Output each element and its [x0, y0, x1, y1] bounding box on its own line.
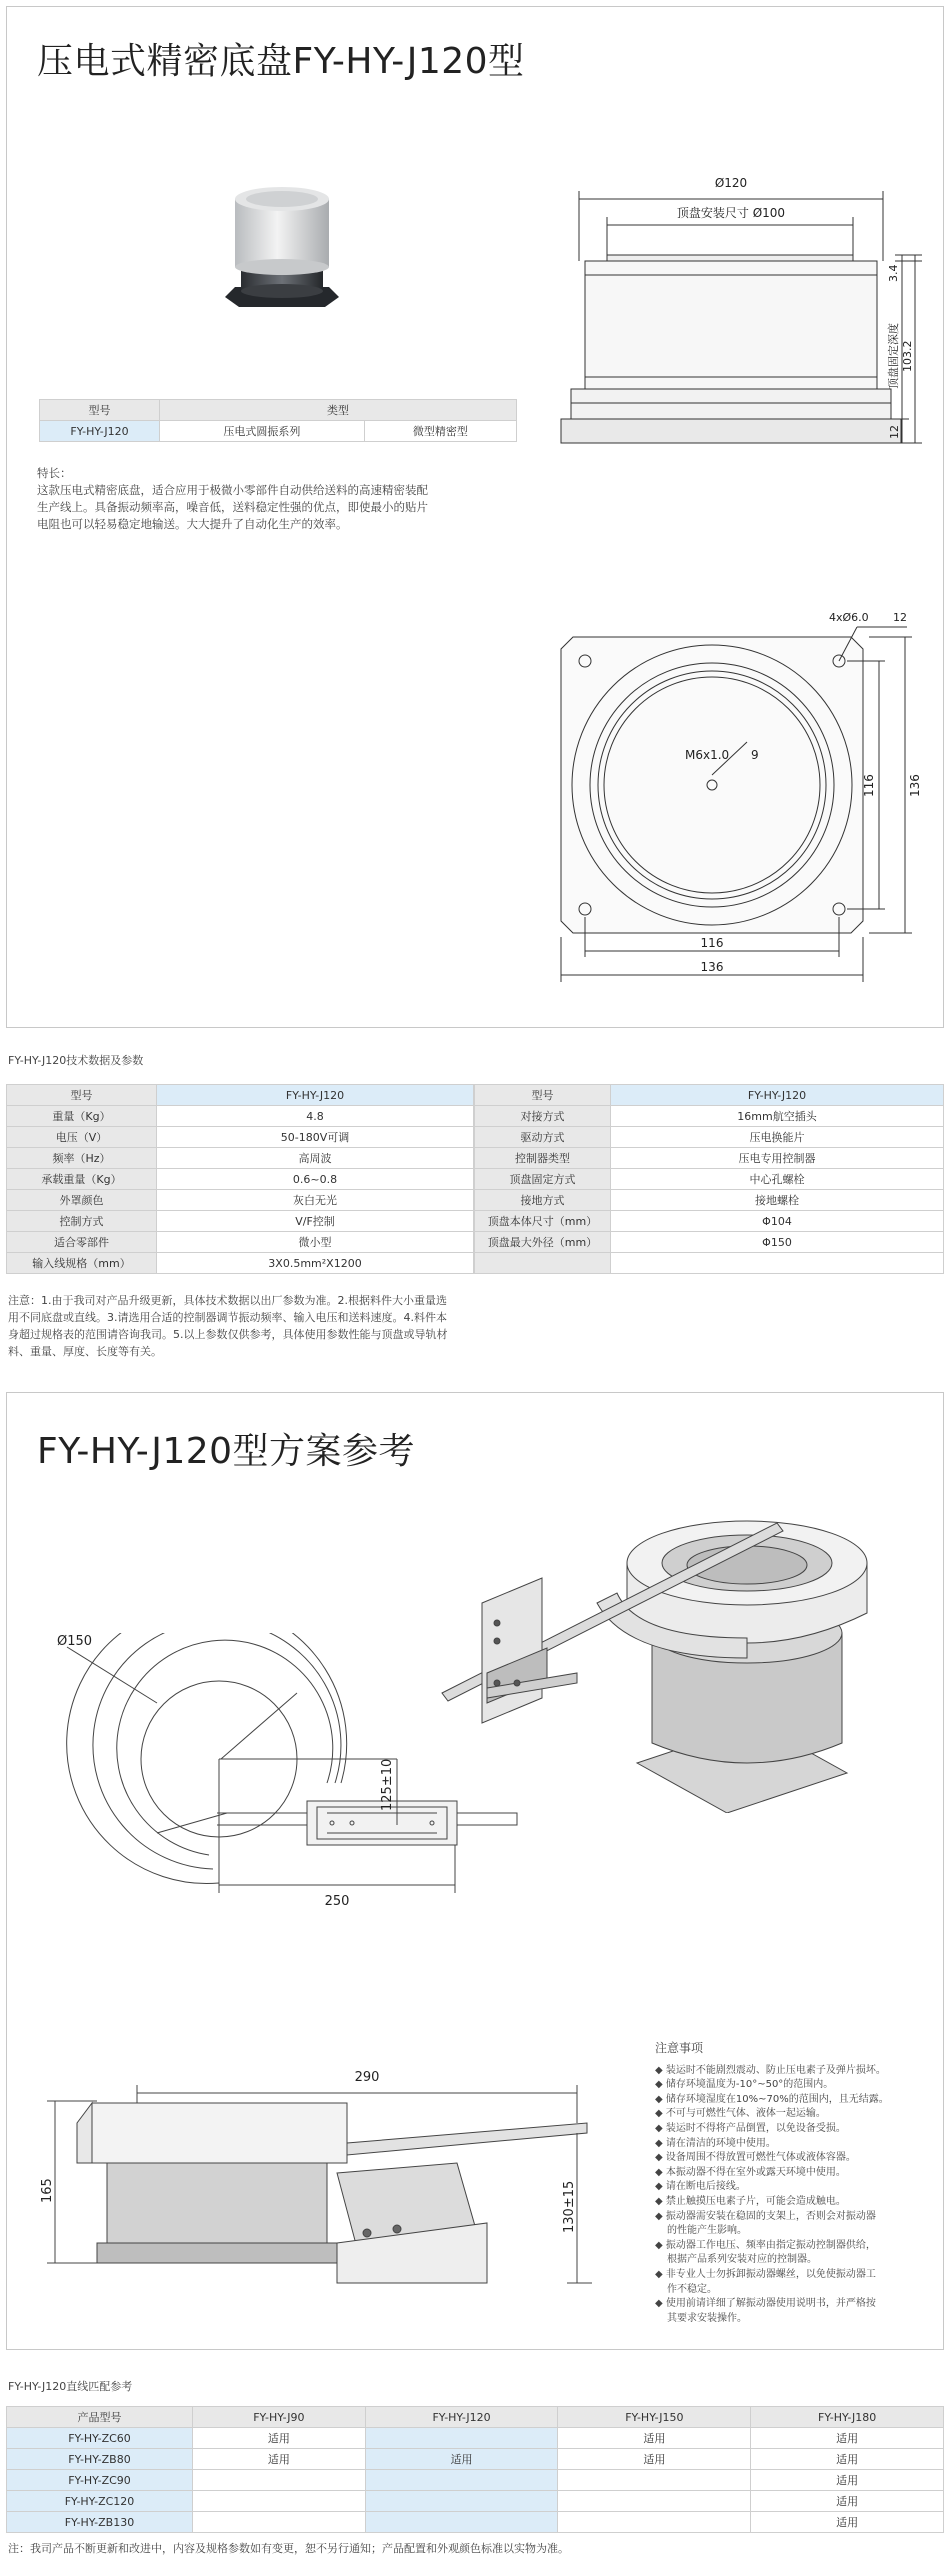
dim-12: 12: [888, 425, 901, 439]
spec-label: 适合零部件: [7, 1232, 157, 1253]
type-header-model: 型号: [40, 400, 160, 421]
spec-note-line: 用不同底盘或直线。3.请选用合适的控制器调节振动频率、输入电压和送料速度。4.料件本: [8, 1311, 447, 1324]
table-row: [7, 2512, 944, 2533]
notice-item: ◆ 使用前请详细了解振动器使用说明书，并严格按: [655, 2298, 876, 2310]
notice-text: 不可与可燃性气体、液体一起运输。: [665, 2108, 826, 2120]
spec-left-header-value: FY-HY-J120: [157, 1085, 474, 1106]
notice-item: ◆ 装运时不得将产品倒置，以免设备受损。: [655, 2122, 846, 2134]
spec-value: Φ104: [611, 1211, 944, 1232]
type-series: 压电式圆振系列: [160, 421, 365, 442]
matching-model: FY-HY-ZC90: [7, 2470, 193, 2491]
matching-model: FY-HY-ZB130: [7, 2512, 193, 2533]
matching-cell: [365, 2512, 558, 2533]
spec-note-line: 料、重量、厚度、长度等有关。: [8, 1345, 162, 1358]
spec-empty-cell: [475, 1253, 611, 1274]
notice-item: ◆ 不可与可燃性气体、液体一起运输。: [655, 2108, 826, 2120]
specs-caption: FY-HY-J120技术数据及参数: [8, 1054, 144, 1067]
notice-item: [655, 2283, 889, 2298]
feature-line: 电阻也可以轻易稳定地输送。大大提升了自动化生产的效率。: [37, 517, 348, 531]
matching-cell: 适用: [558, 2449, 751, 2470]
notice-text: 装运时不得将产品倒置，以免设备受损。: [665, 2122, 846, 2134]
spec-value: 灰白无光: [157, 1190, 474, 1211]
spec-label: 接地方式: [475, 1190, 611, 1211]
spec-empty-cell: [611, 1253, 944, 1274]
matching-header: FY-HY-J150: [558, 2407, 751, 2428]
notice-text: 禁止触摸压电素子片，可能会造成触电。: [665, 2195, 846, 2207]
top-view-drawing: [547, 597, 927, 992]
notice-text: 作不稳定。: [667, 2283, 717, 2295]
matching-model: FY-HY-ZC60: [7, 2428, 193, 2449]
notice-item: [655, 2224, 889, 2239]
matching-cell: [558, 2470, 751, 2491]
assembly-side-view: [37, 2063, 597, 2323]
spec-label: 控制器类型: [475, 1148, 611, 1169]
matching-cell: 适用: [751, 2449, 944, 2470]
spec-label: 顶盘最大外径（mm）: [475, 1232, 611, 1253]
notice-item: ◆ 装运时不能剧烈震动、防止压电素子及弹片损坏。: [655, 2064, 886, 2076]
matching-table: [6, 2406, 944, 2533]
spec-value: 接地螺栓: [611, 1190, 944, 1211]
notice-text: 振动器工作电压、频率由指定振动控制器供给，: [665, 2239, 876, 2251]
notice-item: ◆ 禁止触摸压电素子片，可能会造成触电。: [655, 2195, 846, 2207]
spec-value: 50-180V可调: [157, 1127, 474, 1148]
feature-heading: 特长：: [37, 466, 72, 480]
dim-290: 290: [354, 2070, 380, 2085]
type-table: [39, 399, 517, 442]
spec-value: 压电专用控制器: [611, 1148, 944, 1169]
spec-value: V/F控制: [157, 1211, 474, 1232]
spec-label: 承载重量（Kg）: [7, 1169, 157, 1190]
matching-cell: 适用: [751, 2428, 944, 2449]
dim-m6: M6x1.0: [685, 748, 730, 762]
spec-value: 0.6~0.8: [157, 1169, 474, 1190]
matching-cell: 适用: [751, 2512, 944, 2533]
spec-notes: [8, 1292, 448, 1360]
notice-item: ◆ 振动器需安装在稳固的支架上，否则会对振动器: [655, 2210, 876, 2222]
footer-note: 注：我司产品不断更新和改进中，内容及规格参数如有变更，恕不另行通知；产品配置和外观颜色标准以实物为准。: [8, 2542, 569, 2555]
notice-text: 储存环境湿度在10%~70%的范围内，且无结露。: [665, 2093, 889, 2105]
spec-label: 顶盘本体尺寸（mm）: [475, 1211, 611, 1232]
notice-text: 使用前请详细了解振动器使用说明书，并严格按: [665, 2298, 876, 2310]
spec-value: 压电换能片: [611, 1127, 944, 1148]
notice-text: 非专业人士勿拆卸振动器螺丝，以免使振动器工: [665, 2268, 876, 2280]
spec-label: 重量（Kg）: [7, 1106, 157, 1127]
type-header-type: 类型: [160, 400, 517, 421]
notice-text: 装运时不能剧烈震动、防止压电素子及弹片损坏。: [665, 2064, 886, 2076]
matching-caption: FY-HY-J120直线匹配参考: [8, 2380, 133, 2393]
spec-label: 输入线规格（mm）: [7, 1253, 157, 1274]
dim-136-h: 136: [700, 960, 724, 974]
dim-d120: Ø120: [714, 176, 748, 190]
product-photo: [207, 177, 357, 312]
type-class: 微型精密型: [364, 421, 516, 442]
assembly-plan-view: [37, 1633, 597, 1963]
spec-label: 驱动方式: [475, 1127, 611, 1148]
spec-label: 对接方式: [475, 1106, 611, 1127]
matching-cell: [365, 2470, 558, 2491]
table-row: [7, 2428, 944, 2449]
matching-cell: 适用: [751, 2491, 944, 2512]
dim-d150: Ø150: [57, 1634, 93, 1649]
notice-text: 的性能产生影响。: [667, 2225, 747, 2237]
matching-cell: [193, 2470, 366, 2491]
matching-header: FY-HY-J90: [193, 2407, 366, 2428]
spec-table-right: [474, 1084, 944, 1274]
spec-value: 3X0.5mm²X1200: [157, 1253, 474, 1274]
notice-text: 振动器需安装在稳固的支架上，否则会对振动器: [665, 2210, 876, 2222]
dim-250: 250: [324, 1894, 350, 1909]
matching-cell: [365, 2428, 558, 2449]
matching-cell: 适用: [193, 2449, 366, 2470]
dim-165: 165: [40, 2178, 55, 2203]
matching-cell: [365, 2491, 558, 2512]
notice-text: 请在清洁的环境中使用。: [665, 2137, 776, 2149]
features: [37, 465, 428, 533]
notice-item: ◆ 储存环境湿度在10%~70%的范围内，且无结露。: [655, 2093, 889, 2105]
matching-cell: 适用: [751, 2470, 944, 2491]
matching-cell: [193, 2512, 366, 2533]
notice-text: 请在断电后接线。: [665, 2181, 746, 2193]
matching-header: FY-HY-J180: [751, 2407, 944, 2428]
notice-item: ◆ 本振动器不得在室外或露天环境中使用。: [655, 2166, 846, 2178]
product-panel: [6, 6, 944, 1028]
notice-item: ◆ 请在清洁的环境中使用。: [655, 2137, 776, 2149]
matching-model: FY-HY-ZC120: [7, 2491, 193, 2512]
table-row: [7, 2491, 944, 2512]
matching-cell: [558, 2491, 751, 2512]
spec-right-header-value: FY-HY-J120: [611, 1085, 944, 1106]
matching-cell: 适用: [365, 2449, 558, 2470]
dim-125: 125±10: [380, 1758, 395, 1811]
notice-text: 储存环境温度为-10°~50°的范围内。: [665, 2079, 834, 2091]
spec-label: 控制方式: [7, 1211, 157, 1232]
matching-header: FY-HY-J120: [365, 2407, 558, 2428]
spec-label: 外罩颜色: [7, 1190, 157, 1211]
dim-130: 130±15: [562, 2180, 577, 2233]
spec-value: 4.8: [157, 1106, 474, 1127]
notice-title: 注意事项: [655, 2041, 704, 2055]
spec-label: 顶盘固定方式: [475, 1169, 611, 1190]
matching-cell: 适用: [193, 2428, 366, 2449]
dim-116-v: 116: [862, 774, 876, 797]
spec-note-line: 身超过规格表的范围请咨询我司。5.以上参数仅供参考，具体使用参数性能与顶盘或导轨材: [8, 1328, 448, 1341]
notice-item: ◆ 设备周围不得放置可燃性气体或液体容器。: [655, 2152, 856, 2164]
dim-holes: 4xØ6.0: [829, 611, 869, 624]
notice-text: 根据产品系列安装对应的控制器。: [667, 2254, 817, 2266]
scheme-title: FY-HY-J120型方案参考: [37, 1431, 416, 1472]
scheme-panel: [6, 1392, 944, 2350]
table-row: [7, 2470, 944, 2491]
type-model: FY-HY-J120: [40, 421, 160, 442]
dim-116-h: 116: [700, 936, 724, 950]
matching-model: FY-HY-ZB80: [7, 2449, 193, 2470]
notice-box: [655, 2041, 889, 2326]
dim-holes-depth: 12: [893, 611, 907, 624]
notice-text: 本振动器不得在室外或露天环境中使用。: [665, 2166, 846, 2178]
matching-header: 产品型号: [7, 2407, 193, 2428]
table-row: [7, 2449, 944, 2470]
notice-item: ◆ 储存环境温度为-10°~50°的范围内。: [655, 2079, 834, 2091]
spec-label: 电压（V）: [7, 1127, 157, 1148]
notice-item: ◆ 非专业人士勿拆卸振动器螺丝，以免使振动器工: [655, 2268, 876, 2280]
feature-line: 生产线上。具备振动频率高，噪音低，送料稳定性强的优点，即使最小的贴片: [37, 500, 428, 514]
notice-item: [655, 2253, 889, 2268]
spec-value: 16mm航空插头: [611, 1106, 944, 1127]
notice-text: 其要求安装操作。: [667, 2312, 747, 2324]
matching-cell: 适用: [558, 2428, 751, 2449]
spec-value: 中心孔螺栓: [611, 1169, 944, 1190]
dim-m6-depth: 9: [751, 748, 759, 762]
side-view-drawing: [547, 167, 927, 487]
spec-value: 微小型: [157, 1232, 474, 1253]
dim-3-4: 3.4: [887, 264, 900, 282]
page-title: 压电式精密底盘FY-HY-J120型: [37, 41, 525, 82]
notice-item: ◆ 请在断电后接线。: [655, 2181, 746, 2193]
notice-item: ◆ 振动器工作电压、频率由指定振动控制器供给，: [655, 2239, 876, 2251]
spec-table-left: [6, 1084, 474, 1274]
spec-right-header-label: 型号: [475, 1085, 611, 1106]
notice-item: [655, 2312, 889, 2327]
spec-value: Φ150: [611, 1232, 944, 1253]
notice-text: 设备周围不得放置可燃性气体或液体容器。: [665, 2152, 856, 2164]
spec-label: 频率（Hz）: [7, 1148, 157, 1169]
matching-cell: [193, 2491, 366, 2512]
dim-top-mount: 顶盘安装尺寸 Ø100: [676, 206, 786, 220]
spec-note-line: 注意：1.由于我司对产品升级更新，具体技术数据以出厂参数为准。2.根据料件大小重量选: [8, 1294, 447, 1307]
dim-136-v: 136: [908, 774, 922, 797]
feature-line: 这款压电式精密底盘，适合应用于极微小零部件自动供给送料的高速精密装配: [37, 483, 428, 497]
spec-left-header-label: 型号: [7, 1085, 157, 1106]
dim-103-2: 103.2: [901, 340, 914, 372]
dim-depth-label: 顶盘固定深度: [887, 323, 900, 389]
matching-cell: [558, 2512, 751, 2533]
spec-value: 高周波: [157, 1148, 474, 1169]
